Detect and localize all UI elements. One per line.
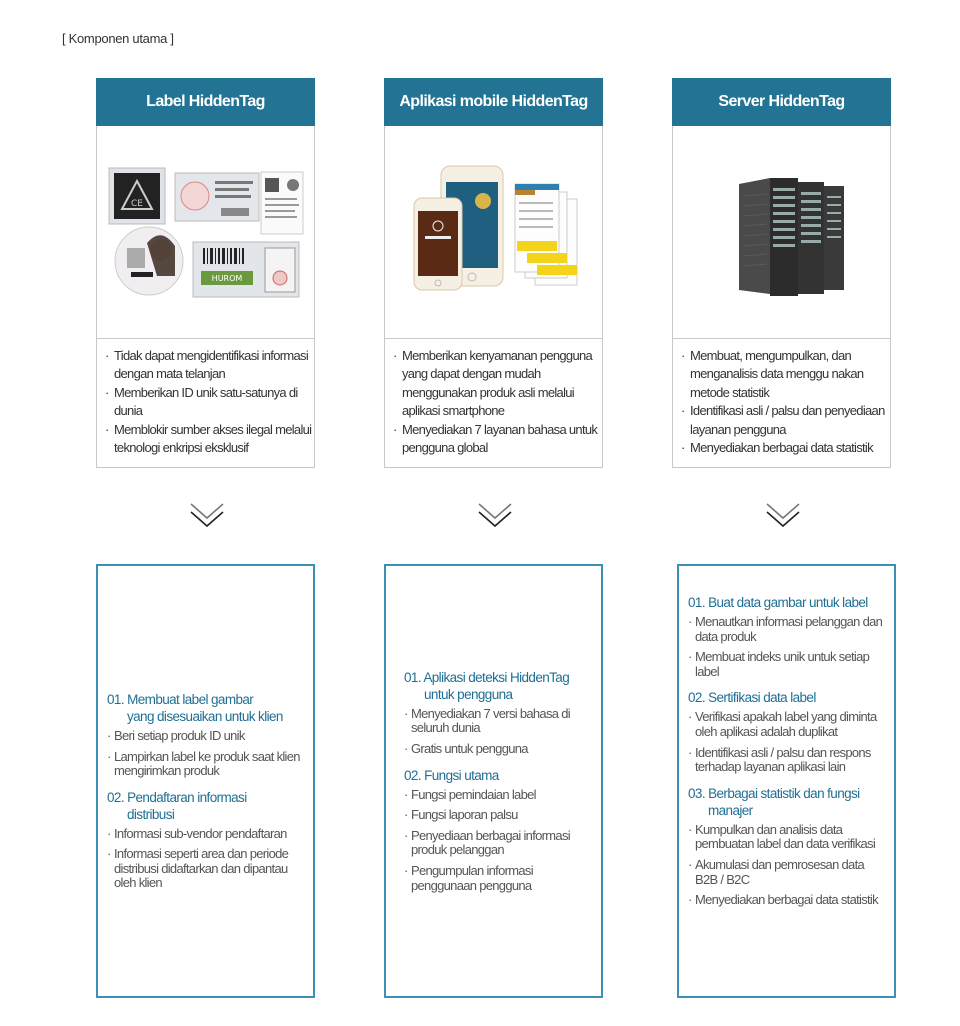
detail-item: · Menautkan informasi pelanggan dan data produk [688, 615, 886, 644]
detail-item: · Pengumpulan informasi penggunaan pengguna [404, 864, 593, 893]
svg-text:HUROM: HUROM [211, 274, 243, 283]
detail-group [688, 689, 886, 774]
detail-item: · Kumpulkan dan analisis data pembuatan label dan data verifikasi [688, 823, 886, 852]
detail-group [107, 691, 305, 779]
svg-text:CE: CE [131, 199, 143, 209]
detail-group [395, 669, 593, 757]
detail-item: · Identifikasi asli / palsu dan respons terhadap layanan aplikasi lain [688, 746, 886, 775]
bullet-item: · Membuat, mengumpulkan, dan menganalisis data menggu nakan metode statistik [681, 347, 890, 402]
double-chevron-down-icon [477, 500, 513, 530]
bullet-item: · Memberikan ID unik satu-satunya di dunia [105, 384, 314, 421]
card-bullets [673, 339, 890, 457]
bullet-item: · Menyediakan berbagai data statistik [681, 439, 890, 457]
detail-item: · Membuat indeks unik untuk setiap label [688, 650, 886, 679]
bullet-item: · Memblokir sumber akses ilegal melalui teknologi enkripsi eksklusif [105, 421, 314, 458]
detail-group [688, 785, 886, 908]
detail-item: · Menyediakan berbagai data statistik [688, 893, 886, 908]
hologram-labels-image [97, 126, 314, 339]
detail-item: · Fungsi pemindaian label [404, 788, 593, 803]
detail-card-app [384, 564, 603, 998]
detail-item: · Beri setiap produk ID unik [107, 729, 305, 744]
group-title: 03. Berbagai statistik dan fungsi manajer [688, 785, 860, 818]
group-title: 01. Membuat label gambar yang disesuaikan untuk klien [107, 691, 283, 724]
card-bullets [385, 339, 602, 457]
bullet-item: · Menyediakan 7 layanan bahasa untuk pengguna global [393, 421, 602, 458]
component-card-app [384, 78, 603, 468]
detail-group [107, 789, 305, 891]
server-rack-image [673, 126, 890, 339]
card-bullets [97, 339, 314, 457]
detail-item: · Akumulasi dan pemrosesan data B2B / B2C [688, 858, 886, 887]
detail-item: · Gratis untuk pengguna [404, 742, 593, 757]
group-title: 01. Aplikasi deteksi HiddenTag untuk pengguna [404, 669, 570, 702]
detail-item: · Informasi sub-vendor pendaftaran [107, 827, 305, 842]
detail-item: · Menyediakan 7 versi bahasa di seluruh dunia [404, 707, 593, 736]
detail-group [395, 767, 593, 894]
detail-item: · Lampirkan label ke produk saat klien mengirimkan produk [107, 750, 305, 779]
card-header: Label HiddenTag [96, 78, 315, 126]
bullet-item: · Tidak dapat mengidentifikasi informasi dengan mata telanjan [105, 347, 314, 384]
group-title: 02. Sertifikasi data label [688, 690, 816, 706]
detail-item: · Penyediaan berbagai informasi produk pelanggan [404, 829, 593, 858]
card-header: Server HiddenTag [672, 78, 891, 126]
bullet-item: · Identifikasi asli / palsu dan penyediaan layanan pengguna [681, 402, 890, 439]
component-card-label [96, 78, 315, 468]
detail-item: · Fungsi laporan palsu [404, 808, 593, 823]
card-header: Aplikasi mobile HiddenTag [384, 78, 603, 126]
detail-group [688, 594, 886, 679]
group-title: 01. Buat data gambar untuk label [688, 595, 868, 610]
group-title: 02. Fungsi utama [404, 767, 499, 783]
double-chevron-down-icon [765, 500, 801, 530]
double-chevron-down-icon [189, 500, 225, 530]
detail-card-server [677, 564, 896, 998]
component-card-server [672, 78, 891, 468]
detail-item: · Informasi seperti area dan periode distribusi didaftarkan dan dipantau oleh klien [107, 847, 305, 891]
bullet-item: · Memberikan kenyamanan pengguna yang dapat dengan mudah menggunakan produk asli melalui aplikasi smartphone [393, 347, 602, 421]
section-title: [ Komponen utama ] [62, 31, 174, 46]
group-title: 02. Pendaftaran informasi distribusi [107, 789, 247, 822]
detail-item: · Verifikasi apakah label yang diminta oleh aplikasi adalah duplikat [688, 710, 886, 739]
smartphone-app-image [385, 126, 602, 339]
detail-card-label [96, 564, 315, 998]
